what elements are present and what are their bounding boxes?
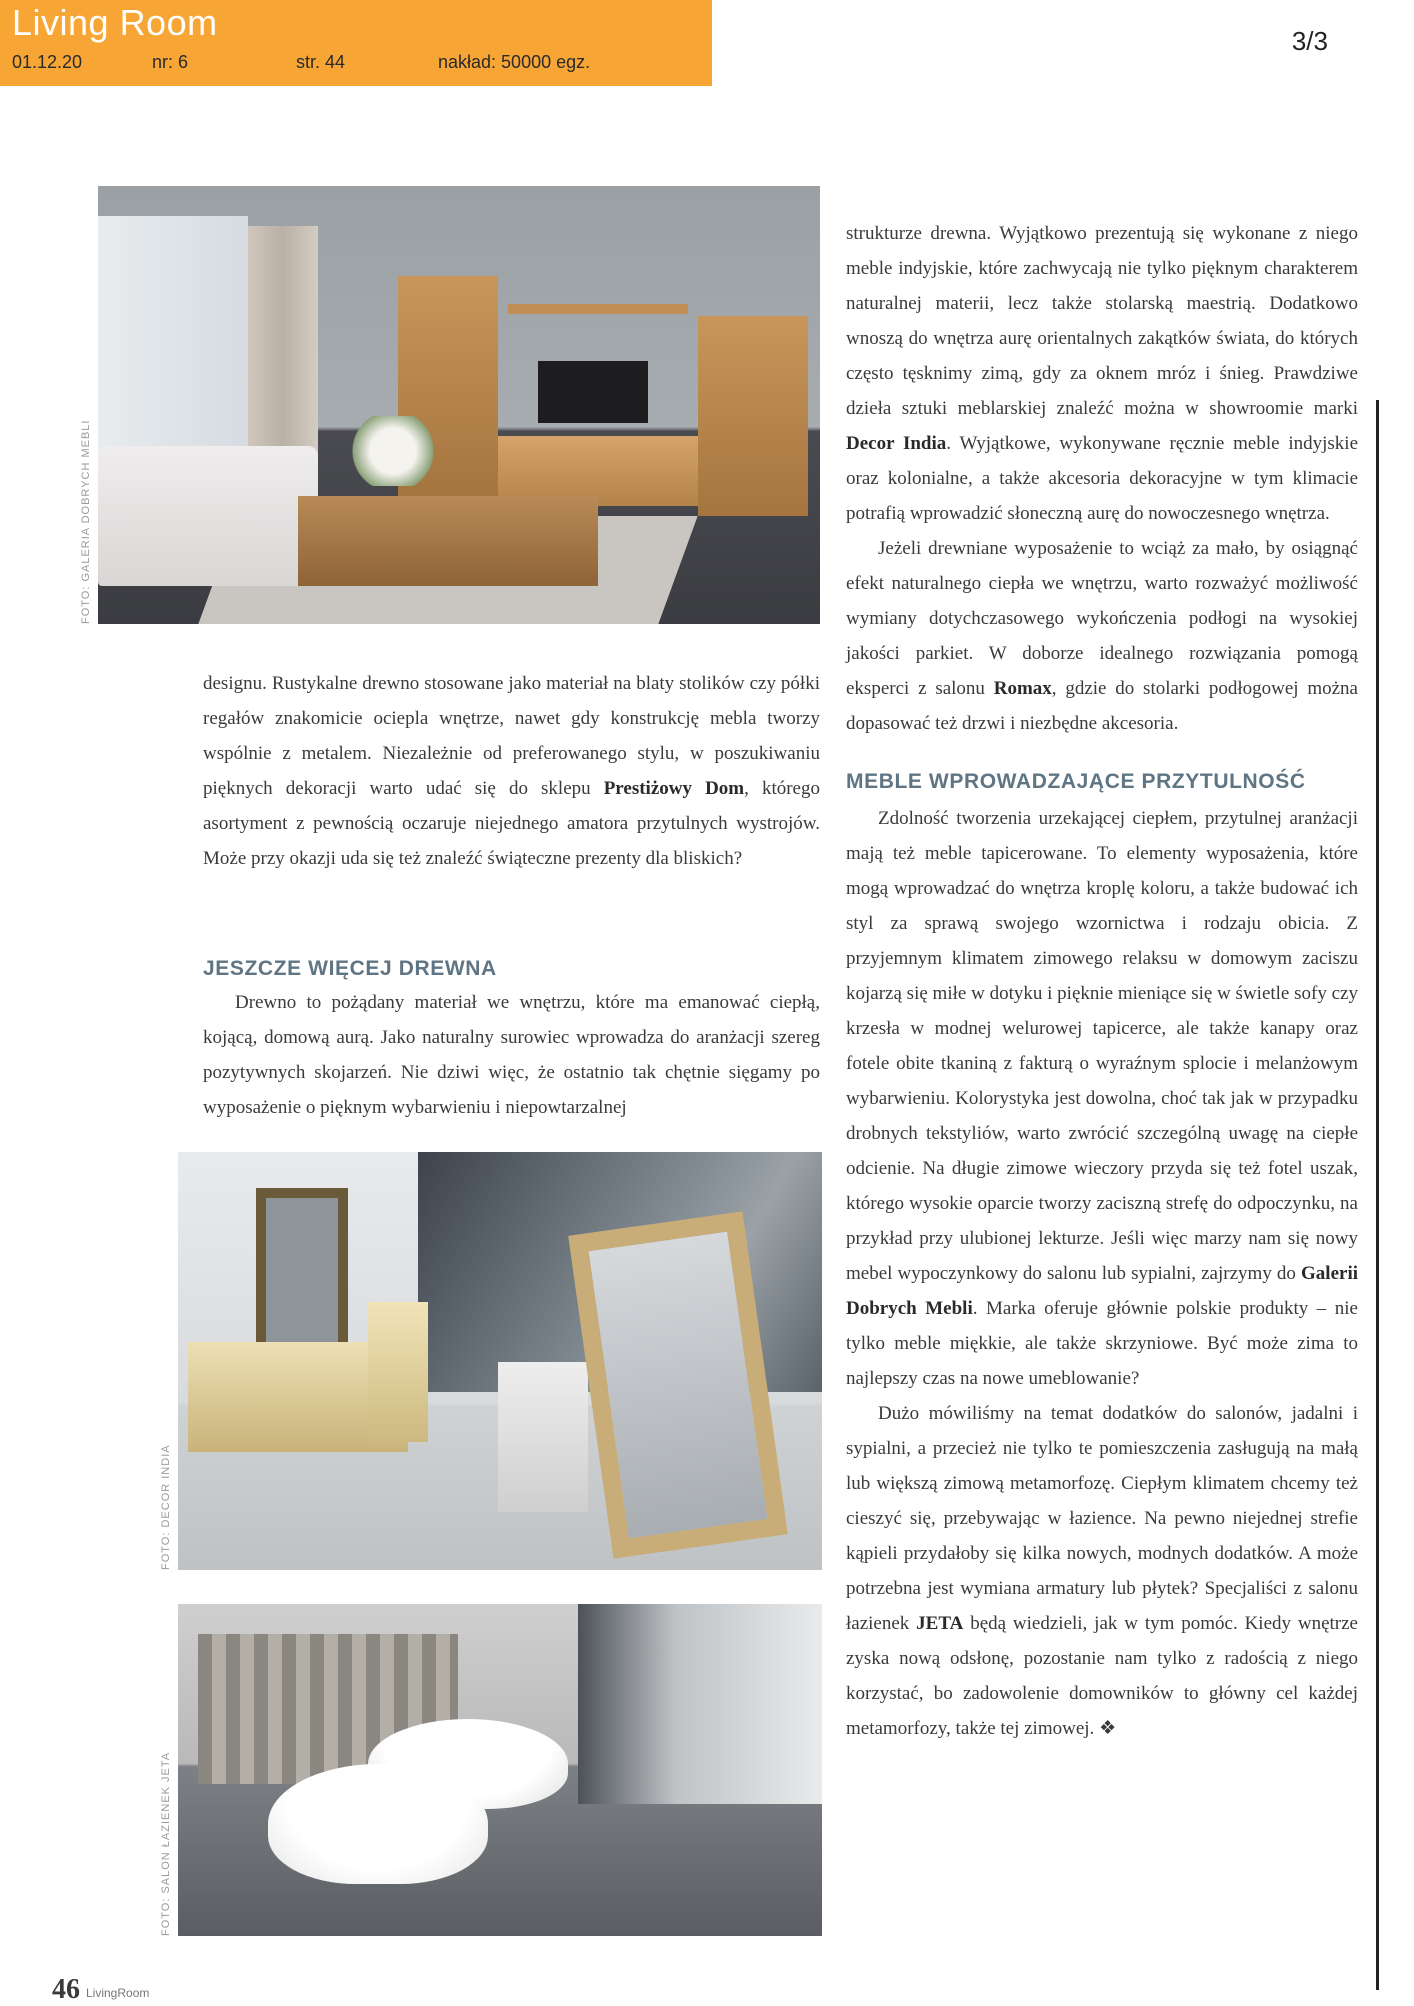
right-column bbox=[846, 216, 1358, 1746]
folio-magazine-name: LivingRoom bbox=[86, 1986, 150, 2000]
white-dresser bbox=[498, 1362, 588, 1512]
paragraph: Zdolność tworzenia urzekającej ciepłem, przytulnej aranżacji mają też meble tapicerowane. To elementy wyposażenia, które mogą wprowadzać do wnętrza kroplę koloru, a także budować ich styl za sprawą swojego wzornictwa i rodzaju obicia. Z przyjemnym klimatem zimowego relaksu w domowym zaciszu kojarzą się miłe w dotyku i pięknie mieniące się w świetle sofy czy krzesła w modnej welurowej tapicerce, ale także kanapy oraz fotele obite tkaniną z fakturą o wyraźnym splocie i melanżowym wybarwieniu. Kolorystyka jest dowolna, choć tak jak w przypadku drobnych tekstyliów, warto zwrócić szczególną uwagę na ciepłe odcienie. Na długie zimowe wieczory przyda się też fotel uszak, którego wysokie oparcie tworzy zaciszną strefę do odpoczynku, na przykład przy ulubionej lekturze. Jeśli więc marzy nam się nowy mebel wypoczynkowy do salonu lub sypialni, zajrzymy do Galerii Dobrych Mebli. Marka oferuje głównie polskie produkty – nie tylko meble miękkie, ale także skrzyniowe. Być może zima to najlepszy czas na nowe umeblowanie? bbox=[846, 808, 1358, 1389]
coffee-table bbox=[298, 496, 598, 586]
section-heading: MEBLE WPROWADZAJĄCE PRZYTULNOŚĆ bbox=[846, 770, 1306, 793]
left-column-bottom bbox=[203, 985, 820, 1125]
shower-display bbox=[578, 1604, 822, 1804]
clipping-header bbox=[0, 0, 712, 86]
bathroom-showroom-photo bbox=[178, 1604, 822, 1936]
photo-credit: FOTO: SALON ŁAZIENEK JETA bbox=[160, 1751, 172, 1936]
wall-shelf bbox=[508, 304, 688, 314]
television bbox=[538, 361, 648, 423]
display-cabinet bbox=[698, 316, 808, 516]
circulation: nakład: 50000 egz. bbox=[438, 52, 591, 72]
paragraph: Jeżeli drewniane wyposażenie to wciąż za mało, by osiągnąć efekt naturalnego ciepła we wnętrzu, warto rozważyć możliwość wymiany dotychczasowego wykończenia podłogi na wysokiej jakości parkiet. W doborze idealnego rozwiązania pomogą eksperci z salonu Romax, gdzie do stolarki podłogowej można dopasować też drzwi i niezbędne akcesoria. bbox=[846, 538, 1358, 734]
freestanding-bathtub bbox=[268, 1764, 488, 1884]
decor-india-photo bbox=[178, 1152, 822, 1570]
painted-cabinet bbox=[368, 1302, 428, 1442]
paragraph: Drewno to pożądany materiał we wnętrzu, które ma emanować ciepłą, kojącą, domową aurą. Jako naturalny surowiec wprowadza do aranżacji szereg pozytywnych skojarzeń. Nie dziwi więc, że ostatnio tak chętnie sięgamy po wyposażenie o pięknym wybarwieniu i niepowtarzalnej bbox=[203, 992, 820, 1118]
page-number: str. 44 bbox=[296, 52, 346, 72]
photo-credit: FOTO: GALERIA DOBRYCH MEBLI bbox=[80, 419, 92, 624]
brand-name: Decor India bbox=[846, 433, 947, 454]
brand-name: Romax bbox=[993, 678, 1052, 699]
living-room-photo bbox=[98, 186, 820, 624]
flower-vase bbox=[348, 416, 438, 486]
sofa bbox=[98, 446, 318, 586]
carved-mirror bbox=[256, 1188, 348, 1368]
issue-date: 01.12.20 bbox=[12, 52, 83, 72]
paragraph: Dużo mówiliśmy na temat dodatków do salonów, jadalni i sypialni, a przecież nie tylko te pomieszczenia zasługują na małą lub większą zimową metamorfozę. Ciepłym klimatem chcemy też cieszyć się, przebywając w łazience. Na pewno niejednej strefie kąpieli przydałoby się kilka nowych, modnych dodatków. A może potrzebna jest wymiana armatury lub płytek? Specjaliści z salonu łazienek JETA będą wiedzieli, jak w tym pomóc. Kiedy wnętrze zyska nową odsłonę, pozostanie nam tylko z radością z niego korzystać, bo zadowolenie domowników to główny cel każdej metamorfozy, także tej zimowej. ❖ bbox=[846, 1403, 1358, 1739]
brand-name: JETA bbox=[916, 1613, 964, 1634]
brand-name: Prestiżowy Dom bbox=[603, 778, 745, 799]
left-column-top bbox=[203, 666, 820, 876]
publication-title: Living Room bbox=[12, 2, 218, 43]
scan-edge-line bbox=[1376, 400, 1379, 1990]
end-mark-icon: ❖ bbox=[1094, 1718, 1117, 1739]
brand-name: Galerii Dobrych Mebli bbox=[846, 1263, 1358, 1319]
page-counter: 3/3 bbox=[1291, 26, 1328, 56]
paragraph: strukturze drewna. Wyjątkowo prezentują się wykonane z niego meble indyjskie, które zachwycają nie tylko pięknym charakterem naturalnej materii, lecz także stolarską maestrią. Dodatkowo wnoszą do wnętrza aurę orientalnych zakątków świata, do których często tęsknimy zimą, gdy za oknem mróz i śnieg. Prawdziwe dzieła sztuki meblarskiej znaleźć można w showroomie marki Decor India. Wyjątkowe, wykonywane ręcznie meble indyjskie oraz kolonialne, a także akcesoria dekoracyjne w tym klimacie potrafią wprowadzić słoneczną aurę do nowoczesnego wnętrza. bbox=[846, 223, 1358, 524]
paragraph: designu. Rustykalne drewno stosowane jako materiał na blaty stolików czy półki regałów znakomicie ociepla wnętrze, nawet gdy konstrukcję mebla tworzy wspólnie z metalem. Niezależnie od preferowanego stylu, w poszukiwaniu pięknych dekoracji warto udać się do sklepu Prestiżowy Dom, którego asortyment z pewnością oczaruje niejednego amatora przytulnych wystrojów. Może przy okazji uda się też znaleźć świąteczne prezenty dla bliskich? bbox=[203, 673, 820, 869]
photo-credit: FOTO: DECOR INDIA bbox=[160, 1444, 172, 1570]
issue-number: nr: 6 bbox=[152, 52, 189, 72]
folio-number: 46 bbox=[52, 1974, 80, 2005]
section-heading: JESZCZE WIĘCEJ DREWNA bbox=[203, 957, 497, 980]
